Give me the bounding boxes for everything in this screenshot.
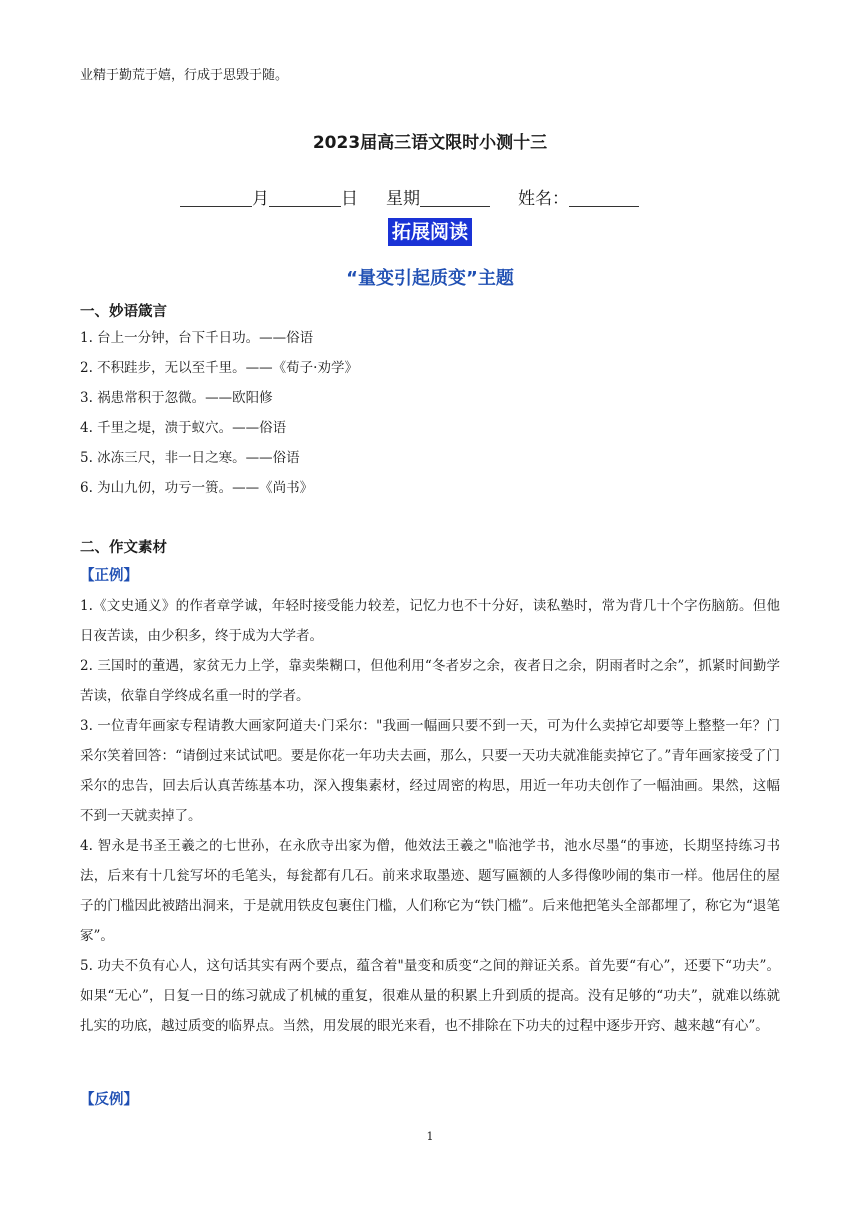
examples-body xyxy=(80,591,780,1041)
page-title: 2023届高三语文限时小测十三 xyxy=(312,133,548,153)
quote-item: 3. 祸患常积于忽微。——欧阳修 xyxy=(80,390,273,406)
quote-list xyxy=(80,328,358,508)
weekday-blank[interactable] xyxy=(420,190,490,207)
month-label: 月 xyxy=(252,189,269,209)
month-blank[interactable] xyxy=(180,190,252,207)
dateline xyxy=(180,184,639,209)
example-paragraph: 1.《文史通义》的作者章学诚，年轻时接受能力较差，记忆力也不十分好，读私塾时，常为背几十个字伤脑筋。但他日夜苦读，由少积多，终于成为大学者。 xyxy=(80,598,780,644)
negative-examples-tag: 【反例】 xyxy=(80,1092,138,1108)
section1-heading: 一、妙语箴言 xyxy=(80,304,167,320)
quote-item: 1. 台上一分钟，台下千日功。——俗语 xyxy=(80,330,314,346)
example-paragraph: 2. 三国时的董遇，家贫无力上学，靠卖柴糊口，但他利用“冬者岁之余，夜者日之余，阴雨者时之余”，抓紧时间勤学苦读，依靠自学终成名重一时的学者。 xyxy=(80,658,780,704)
name-label: 姓名： xyxy=(518,189,569,209)
weekday-label: 星期 xyxy=(386,189,420,209)
header-motto: 业精于勤荒于嬉，行成于思毁于随。 xyxy=(80,68,289,83)
quote-item: 5. 冰冻三尺，非一日之寒。——俗语 xyxy=(80,450,300,466)
quote-item: 2. 不积跬步，无以至千里。——《荀子·劝学》 xyxy=(80,360,358,376)
day-label: 日 xyxy=(341,189,358,209)
example-paragraph: 3. 一位青年画家专程请教大画家阿道夫·门采尔："我画一幅画只要不到一天，可为什么卖掉它却要等上整整一年？门采尔笑着回答：“请倒过来试试吧。要是你花一年功夫去画，那么，只要一天功夫就准能卖掉它了。”青年画家接受了门采尔的忠告，回去后认真苦练基本功，深入搜集素材，经过周密的构思，用近一年功夫创作了一幅油画。果然，这幅不到一天就卖掉了。 xyxy=(80,718,780,824)
positive-examples-tag: 【正例】 xyxy=(80,568,138,584)
quote-item: 6. 为山九仞，功亏一篑。——《尚书》 xyxy=(80,480,314,496)
page-number: 1 xyxy=(426,1130,434,1143)
extended-reading-badge: 拓展阅读 xyxy=(388,218,472,246)
example-paragraph: 5. 功夫不负有心人，这句话其实有两个要点，蕴含着"量变和质变“之间的辩证关系。首先要“有心”，还要下“功夫”。如果“无心”，日复一日的练习就成了机械的重复，很难从量的积累上升到质的提高。没有足够的“功夫”，就难以练就扎实的功底，越过质变的临界点。当然，用发展的眼光来看，也不排除在下功夫的过程中逐步开窍、越来越“有心”。 xyxy=(80,958,780,1034)
quote-item: 4. 千里之堤，溃于蚁穴。——俗语 xyxy=(80,420,287,436)
example-paragraph: 4. 智永是书圣王羲之的七世孙，在永欣寺出家为僧，他效法王羲之"临池学书，池水尽墨“的事迹，长期坚持练习书法，后来有十几瓮写坏的毛笔头，每瓮都有几石。前来求取墨迹、题写匾额的人多得像吵闹的集市一样。他居住的屋子的门槛因此被踏出洞来，于是就用铁皮包裹住门槛，人们称它为“铁门槛”。后来他把笔头全部都埋了，称它为“退笔冢”。 xyxy=(80,838,780,944)
section2-heading: 二、作文素材 xyxy=(80,540,167,556)
day-blank[interactable] xyxy=(269,190,341,207)
theme-heading: “量变引起质变”主题 xyxy=(346,268,514,289)
name-blank[interactable] xyxy=(569,190,639,207)
